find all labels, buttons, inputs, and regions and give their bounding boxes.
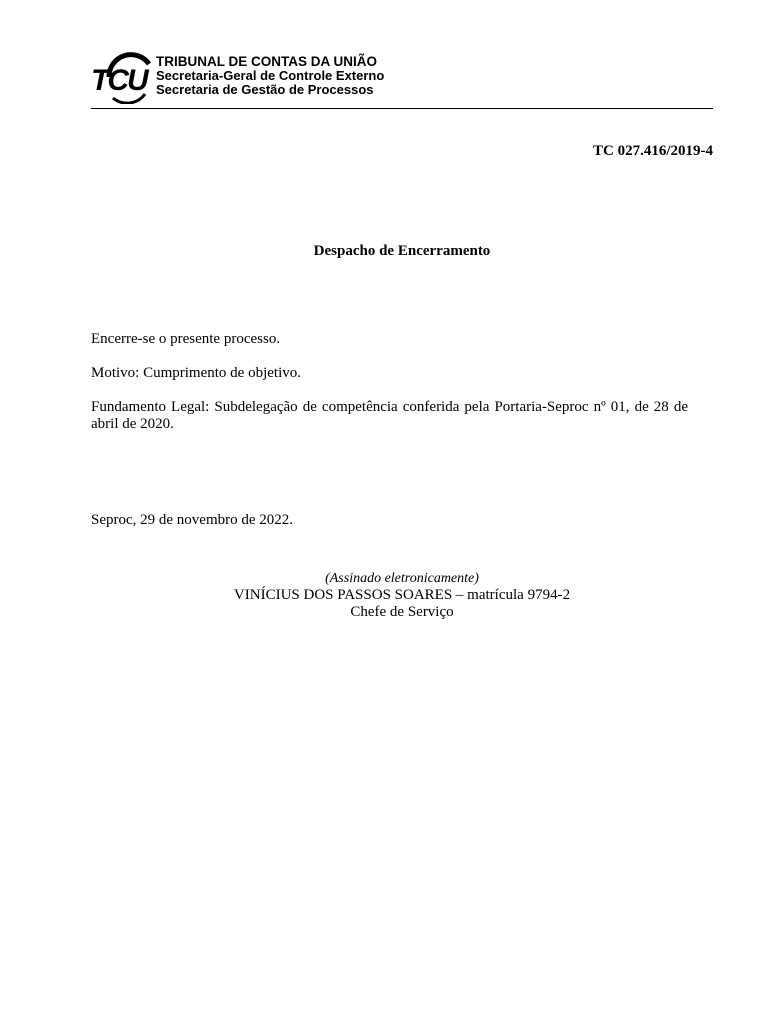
process-number: TC 027.416/2019-4: [593, 143, 713, 159]
tcu-logo: [91, 50, 151, 104]
logo-text: TCU: [91, 64, 147, 97]
organization-block: [156, 55, 384, 97]
paragraph-legal-basis: Fundamento Legal: Subdelegação de competência conferida pela Portaria-Seproc nº 01, de 28 de abril de 2020.: [91, 399, 688, 432]
letterhead: [91, 48, 713, 109]
place-date: Seproc, 29 de novembro de 2022.: [91, 512, 294, 528]
signature-note: (Assinado eletronicamente): [325, 571, 479, 586]
paragraph-reason: Motivo: Cumprimento de objetivo.: [91, 365, 301, 381]
signature-block: [91, 571, 713, 621]
organization-name: TRIBUNAL DE CONTAS DA UNIÃO: [156, 54, 377, 69]
signer-name: VINÍCIUS DOS PASSOS SOARES – matrícula 9794-2: [233, 587, 571, 603]
paragraph-closing: Encerre-se o presente processo.: [91, 331, 281, 347]
document-title: Despacho de Encerramento: [313, 243, 491, 259]
secretariat-general: Secretaria-Geral de Controle Externo: [156, 68, 385, 83]
signer-role: Chefe de Serviço: [350, 604, 454, 620]
secretariat: Secretaria de Gestão de Processos: [156, 82, 374, 97]
